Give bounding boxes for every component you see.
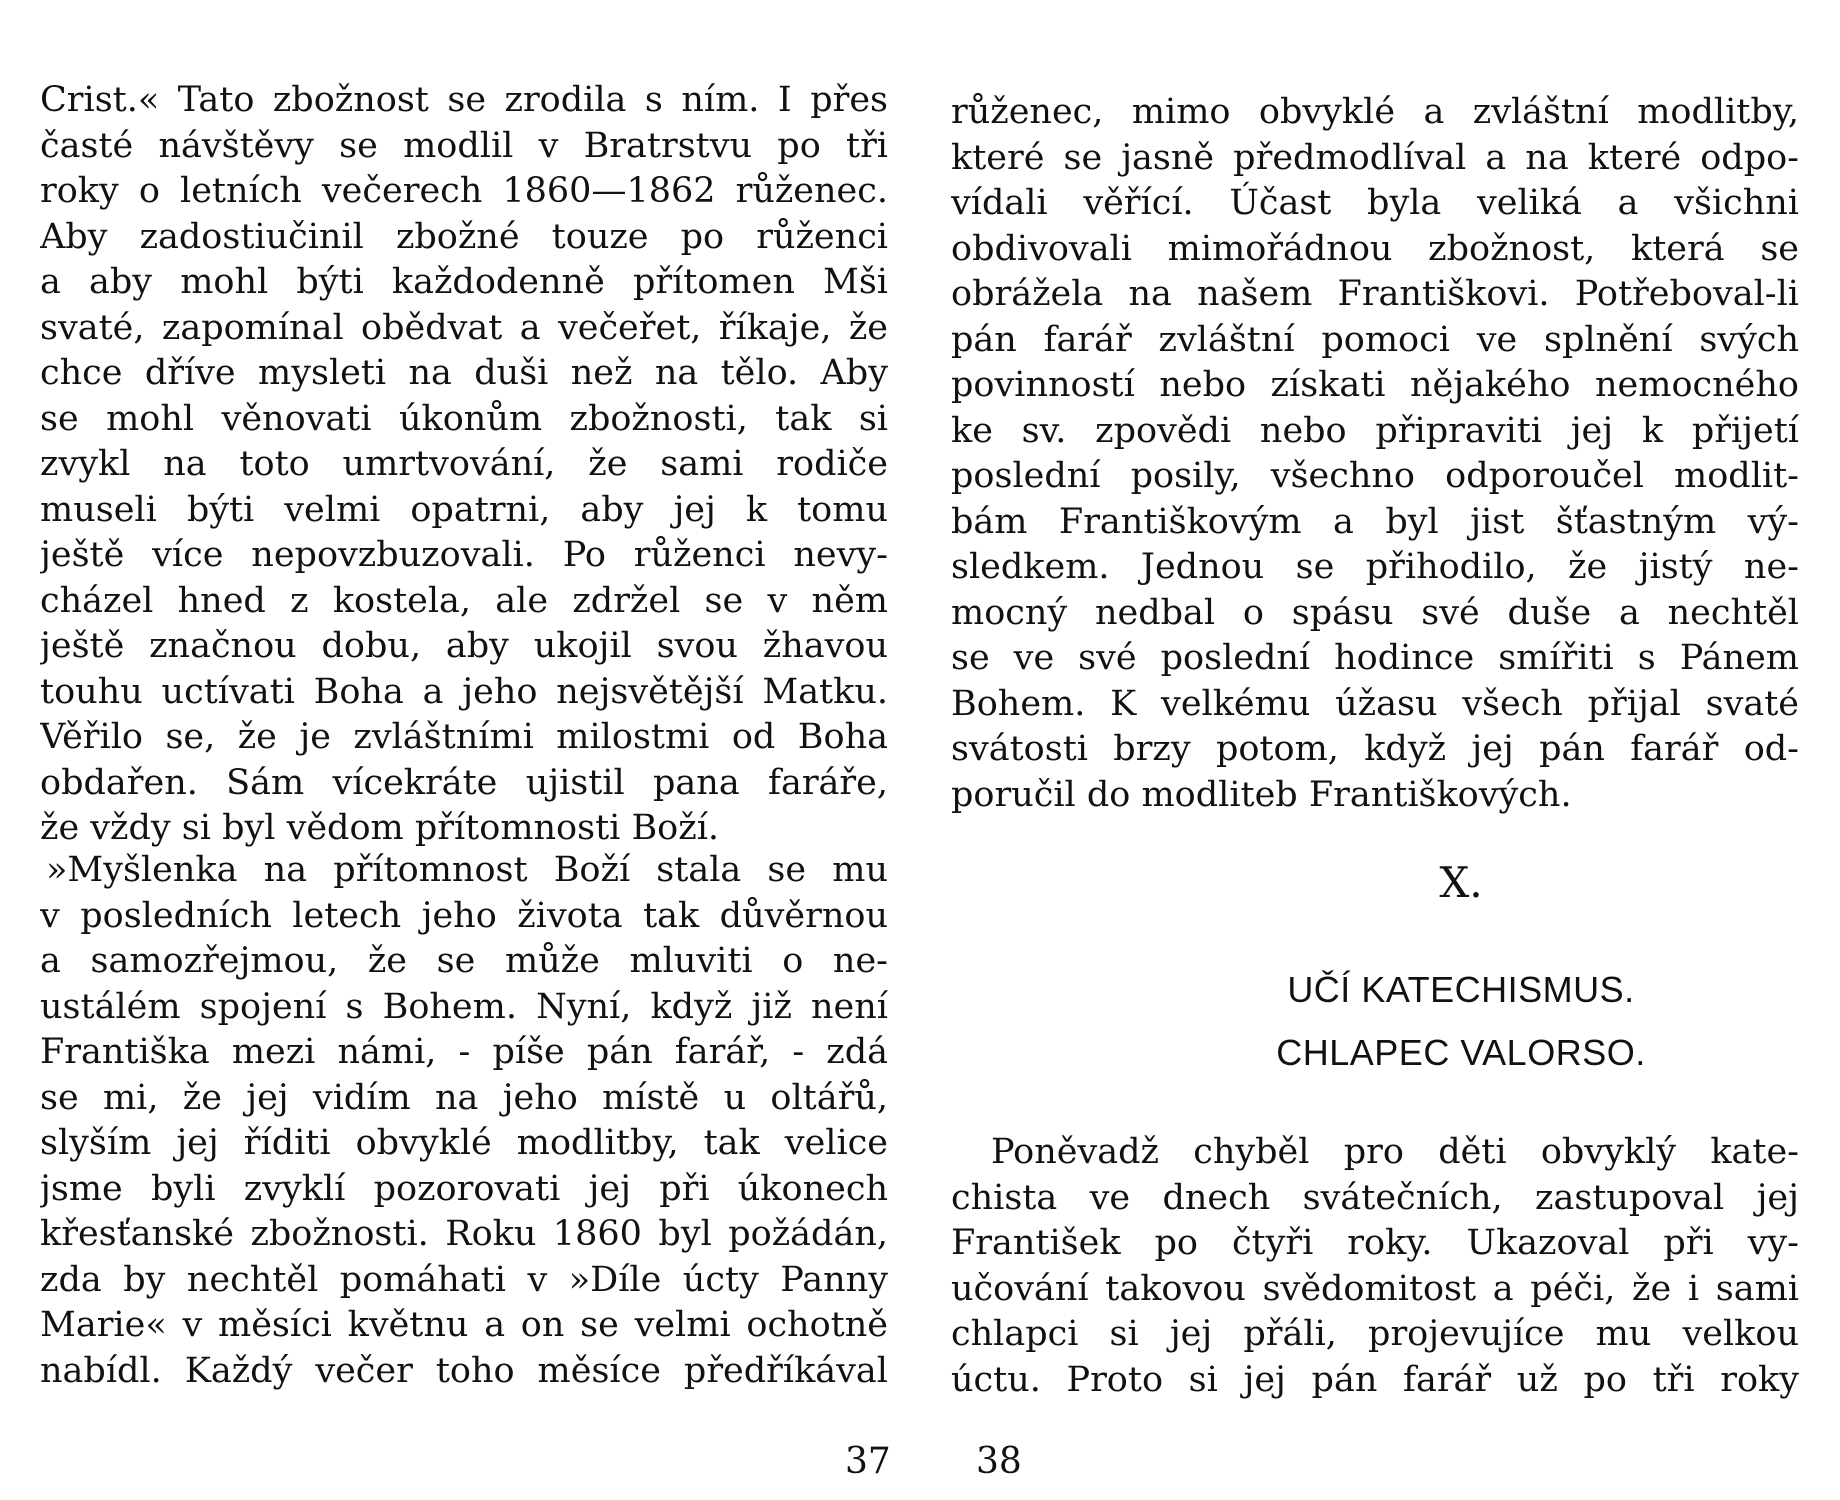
text-line: Poněvadž chyběl pro děti obvyklý kate- xyxy=(991,1132,1799,1172)
text-line: se ve své poslední hodince smířiti s Pánem xyxy=(951,638,1799,678)
text-line: Věřilo se, že je zvláštními milostmi od Boha xyxy=(40,717,888,757)
text-line: poručil do modliteb Františkových. xyxy=(951,774,1572,815)
text-line: křesťanské zbožnosti. Roku 1860 byl požádán, xyxy=(40,1214,888,1254)
page-number-left: 37 xyxy=(845,1441,891,1482)
text-line: časté návštěvy se modlil v Bratrstvu po tři xyxy=(40,125,888,166)
text-line: František po čtyři roky. Ukazoval při vy- xyxy=(951,1223,1799,1263)
text-line: Crist.« Tato zbožnost se zrodila s ním. I přes xyxy=(40,80,888,120)
text-line: museli býti velmi opatrni, aby jej k tomu xyxy=(40,489,888,530)
text-line: ke sv. zpovědi nebo připraviti jej k přijetí xyxy=(951,410,1799,451)
text-line: jsme byli zvyklí pozorovati jej při úkonech xyxy=(40,1168,888,1209)
text-line: v posledních letech jeho života tak důvěrnou xyxy=(40,895,888,936)
text-line: svátosti brzy potom, když jej pán farář od- xyxy=(951,729,1799,769)
text-line: ustálém spojení s Bohem. Nyní, když již není xyxy=(40,986,888,1027)
chapter-title-line-2: CHLAPEC VALORSO. xyxy=(1276,1032,1646,1073)
text-line: Bohem. K velkému úžasu všech přijal svaté xyxy=(951,683,1799,724)
text-line: a samozřejmou, že se může mluviti o ne- xyxy=(40,941,888,981)
text-line: vídali věřící. Účast byla veliká a všichni xyxy=(951,183,1799,223)
right-page xyxy=(920,0,1840,1500)
text-line: chce dříve mysleti na duši než na tělo. Aby xyxy=(40,353,888,393)
text-line: obrážela na našem Františkovi. Potřeboval-li xyxy=(951,274,1799,314)
text-line: které se jasně předmodlíval a na které odpo- xyxy=(951,137,1799,178)
text-line: chlapci si jej přáli, projevujíce mu velkou xyxy=(951,1314,1799,1354)
text-line: pán farář zvláštní pomoci ve splnění svých xyxy=(951,319,1799,360)
page-number-right: 38 xyxy=(976,1441,1022,1482)
text-line: chista ve dnech svátečních, zastupoval jej xyxy=(951,1177,1799,1218)
text-line: touhu uctívati Boha a jeho nejsvětější Matku. xyxy=(40,671,888,712)
left-paragraph-2 xyxy=(40,848,888,1394)
text-line: povinností nebo získati nějakého nemocného xyxy=(951,365,1799,405)
text-line: cházel hned z kostela, ale zdržel se v něm xyxy=(40,580,888,621)
right-paragraph-1 xyxy=(951,90,1799,818)
text-line: úctu. Proto si jej pán farář už po tři roky xyxy=(951,1359,1799,1400)
text-line: ještě značnou dobu, aby ukojil svou žhavou xyxy=(40,626,888,666)
text-line: roky o letních večerech 1860—1862 růženec. xyxy=(40,171,888,211)
text-line: bám Františkovým a byl jist šťastným vý- xyxy=(951,501,1799,542)
text-line: se mi, že jej vidím na jeho místě u oltářů, xyxy=(40,1077,888,1118)
text-line: obdivovali mimořádnou zbožnost, která se xyxy=(951,228,1799,269)
text-line: sledkem. Jednou se přihodilo, že jistý ne- xyxy=(951,547,1799,587)
chapter-title-line-1: UČÍ KATECHISMUS. xyxy=(1287,969,1635,1010)
left-paragraph-1 xyxy=(40,78,888,852)
text-line: se mohl věnovati úkonům zbožnosti, tak si xyxy=(40,398,888,439)
text-line: zvykl na toto umrtvování, že sami rodiče xyxy=(40,444,888,484)
text-line: slyším jej říditi obvyklé modlitby, tak velice xyxy=(40,1123,888,1163)
text-line: poslední posily, všechno odporoučel modlit- xyxy=(951,456,1799,496)
text-line: obdařen. Sám vícekráte ujistil pana faráře, xyxy=(40,762,888,803)
text-line: ještě více nepovzbuzovali. Po růženci nevy- xyxy=(40,535,888,575)
text-line: svaté, zapomínal obědvat a večeřet, říkaje, že xyxy=(40,307,888,348)
text-line: mocný nedbal o spásu své duše a nechtěl xyxy=(951,592,1799,633)
text-line: nabídl. Každý večer toho měsíce předříkával xyxy=(40,1350,888,1391)
text-line: růženec, mimo obvyklé a zvláštní modlitby, xyxy=(951,92,1799,132)
right-paragraph-2 xyxy=(951,1130,1799,1403)
text-line: »Myšlenka na přítomnost Boží stala se mu xyxy=(46,850,888,890)
text-line: že vždy si byl vědom přítomnosti Boží. xyxy=(40,808,720,848)
text-line: Františka mezi námi, - píše pán farář, - zdá xyxy=(40,1032,888,1072)
text-line: Aby zadostiučinil zbožné touze po růženci xyxy=(40,216,888,257)
chapter-number: X. xyxy=(1439,858,1483,907)
text-line: Marie« v měsíci květnu a on se velmi ochotně xyxy=(40,1305,888,1345)
text-line: a aby mohl býti každodenně přítomen Mši xyxy=(40,262,888,302)
text-line: učování takovou svědomitost a péči, že i sami xyxy=(951,1268,1799,1309)
text-line: zda by nechtěl pomáhati v »Díle úcty Panny xyxy=(40,1259,888,1300)
